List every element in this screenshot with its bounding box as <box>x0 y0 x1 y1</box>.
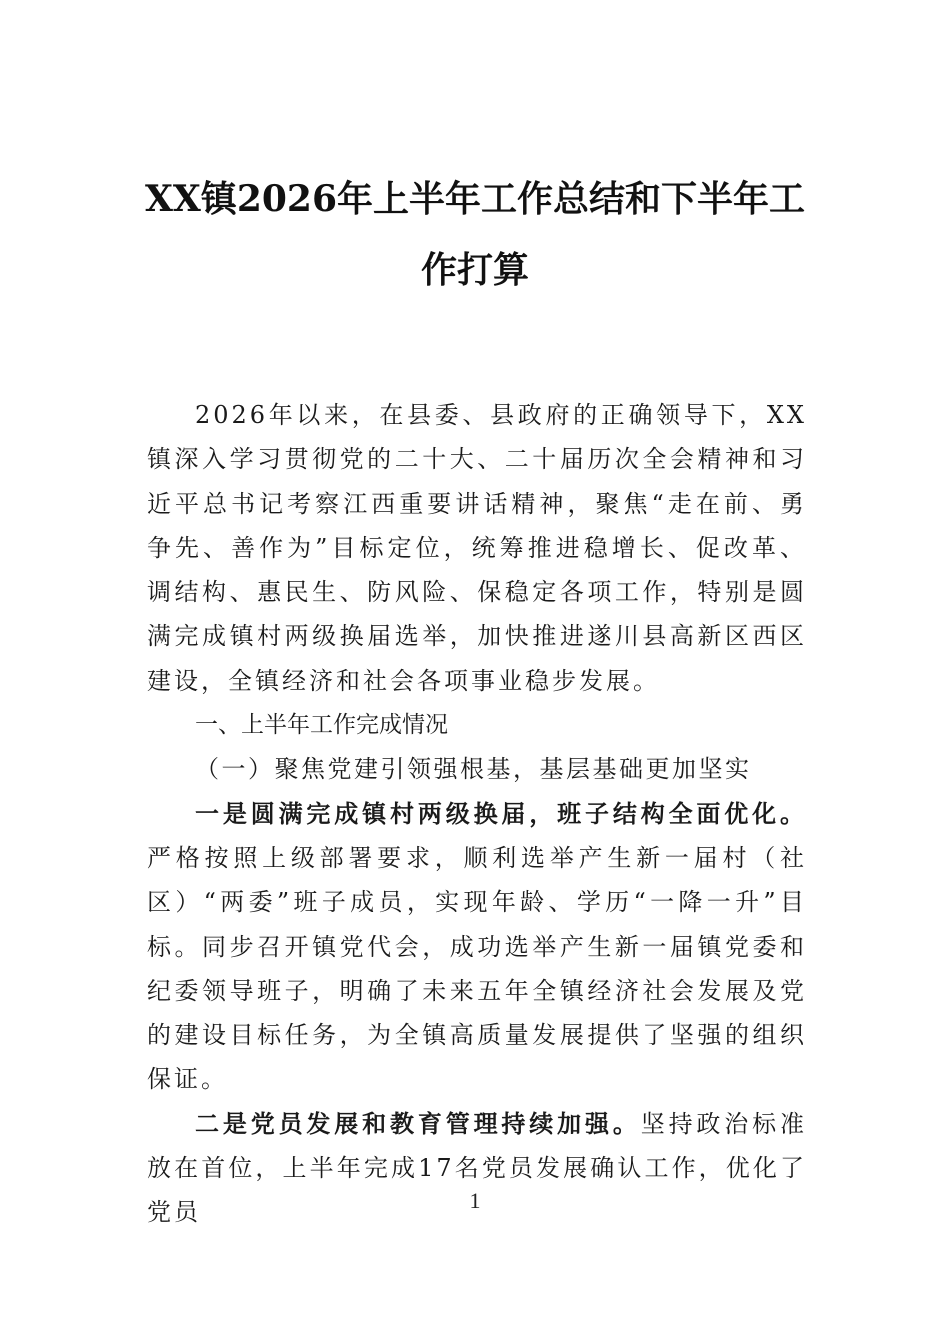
page-number: 1 <box>469 1188 481 1213</box>
document-title <box>130 164 820 306</box>
intro-paragraph: 2026年以来，在县委、县政府的正确领导下，XX镇深入学习贯彻党的二十大、二十届历次全会精神和习近平总书记考察江西重要讲话精神，聚焦“走在前、勇争先、善作为”目标定位，统筹推进稳增长、促改革、调结构、惠民生、防风险、保稳定各项工作，特别是圆满完成镇村两级换届选举，加快推进遂川县高新区西区建设，全镇经济和社会各项事业稳步发展。 <box>147 401 807 695</box>
title-line-1: XX镇2026年上半年工作总结和下半年工 <box>144 178 806 220</box>
item-paragraph-2 <box>147 1102 807 1235</box>
item-2-text: 坚持政治标准放在首位，上半年完成17名党员发展确认工作，优化了党员 <box>147 1109 808 1227</box>
title-line-2: 作打算 <box>420 249 529 291</box>
item-1-lead: 一是圆满完成镇村两级换届，班子结构全面优化。 <box>195 798 807 828</box>
item-1-text: 严格按照上级部署要求，顺利选举产生新一届村（社区）“两委”班子成员，实现年龄、学历“一降一升”目标。同步召开镇党代会，成功选举产生新一届镇党委和纪委领导班子，明确了未来五年全镇经济社会发展及党的建设目标任务，为全镇高质量发展提供了坚强的组织保证。 <box>147 843 807 1094</box>
item-2-lead: 二是党员发展和教育管理持续加强。 <box>195 1108 641 1138</box>
document-body <box>147 393 807 1235</box>
subsection-heading-1: （一）聚焦党建引领强根基，基层基础更加坚实 <box>195 755 752 784</box>
section-heading-1: 一、上半年工作完成情况 <box>195 712 448 739</box>
item-paragraph-1 <box>147 792 807 1102</box>
